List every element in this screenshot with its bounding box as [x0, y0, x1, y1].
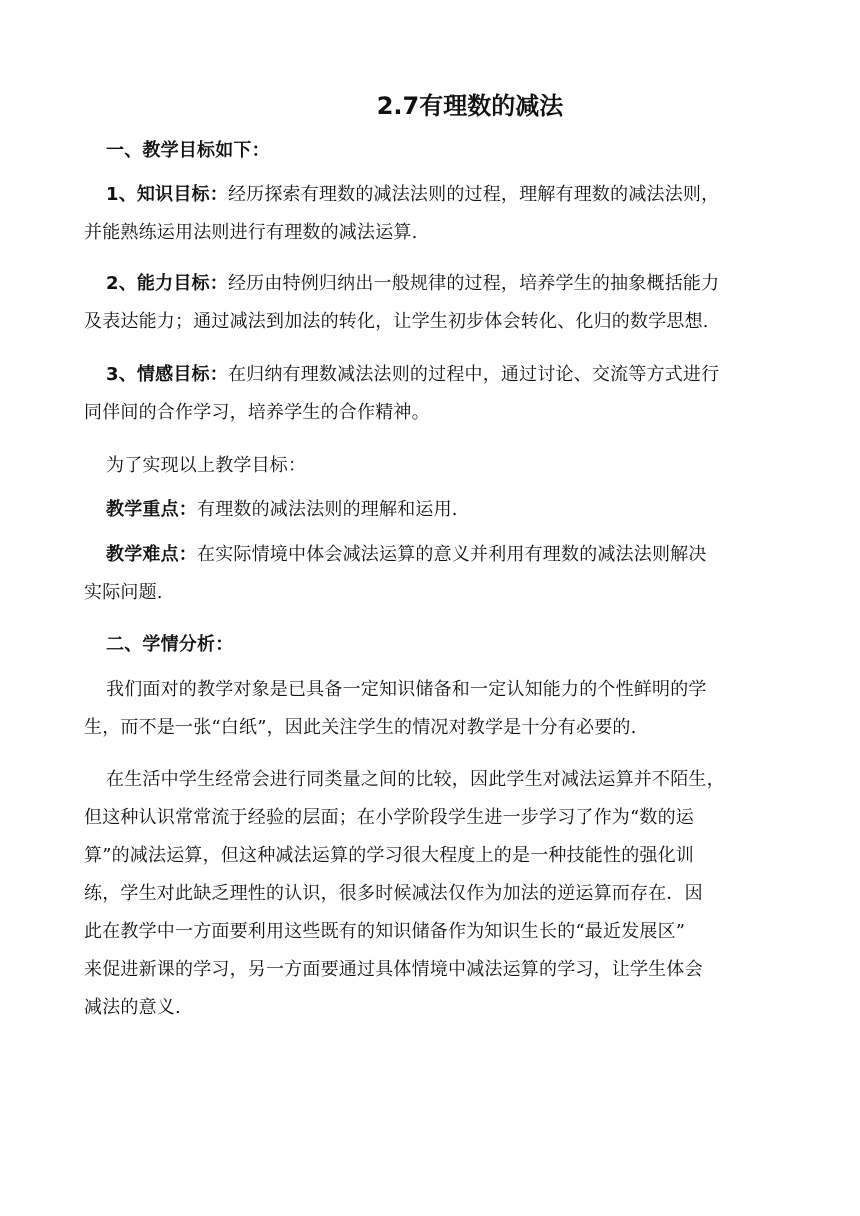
emotion-goal-paragraph — [84, 356, 778, 432]
ability-goal-text-2: 及表达能力；通过减法到加法的转化，让学生初步体会转化、化归的数学思想. — [84, 311, 709, 332]
key-point-paragraph — [84, 491, 778, 529]
analysis-p2-line-7: 减法的意义. — [84, 997, 181, 1018]
analysis-p2-line-5: 此在教学中一方面要利用这些既有的知识储备作为知识生长的“最近发展区” — [84, 921, 686, 942]
analysis-p1-line-2: 生，而不是一张“白纸”，因此关注学生的情况对教学是十分有必要的. — [84, 717, 637, 738]
key-point-text: 有理数的减法法则的理解和运用. — [197, 499, 458, 520]
analysis-paragraph-1 — [84, 671, 778, 747]
knowledge-goal-text-2: 并能熟练运用法则进行有理数的减法运算. — [84, 222, 418, 243]
key-point-label: 教学重点： — [106, 499, 197, 520]
analysis-p2-line-1: 在生活中学生经常会进行同类量之间的比较，因此学生对减法运算并不陌生， — [106, 769, 725, 790]
section-heading-analysis: 二、学情分析： — [106, 634, 234, 655]
ability-goal-paragraph — [84, 265, 778, 341]
analysis-p2-line-4: 练，学生对此缺乏理性的认识，很多时候减法仅作为加法的逆运算而存在．因 — [84, 883, 703, 904]
knowledge-goal-paragraph — [84, 176, 778, 252]
ability-goal-label: 2、能力目标： — [106, 273, 228, 294]
knowledge-goal-text-1: 经历探索有理数的减法法则的过程，理解有理数的减法法则， — [227, 184, 720, 205]
analysis-p2-line-6: 来促进新课的学习，另一方面要通过具体情境中减法运算的学习，让学生体会 — [84, 959, 703, 980]
section-heading-objectives: 一、教学目标如下： — [106, 140, 270, 161]
difficulty-text-1: 在实际情境中体会减法运算的意义并利用有理数的减法法则解决 — [197, 544, 707, 565]
knowledge-goal-label: 1、知识目标： — [106, 184, 228, 205]
objectives-intro: 为了实现以上教学目标： — [106, 455, 307, 476]
analysis-p1-line-1: 我们面对的教学对象是已具备一定知识储备和一定认知能力的个性鲜明的学 — [106, 679, 707, 700]
ability-goal-text-1: 经历由特例归纳出一般规律的过程，培养学生的抽象概括能力 — [227, 273, 720, 294]
difficulty-text-2: 实际问题. — [84, 582, 163, 603]
difficulty-paragraph — [84, 536, 778, 612]
analysis-p2-line-2: 但这种认识常常流于经验的层面；在小学阶段学生进一步学习了作为“数的运 — [84, 807, 694, 828]
emotion-goal-label: 3、情感目标： — [106, 364, 228, 385]
analysis-p2-line-3: 算”的减法运算，但这种减法运算的学习很大程度上的是一种技能性的强化训 — [84, 845, 694, 866]
analysis-paragraph-2 — [84, 761, 778, 1027]
document-title: 2.7有理数的减法 — [376, 92, 564, 120]
emotion-goal-text-1: 在归纳有理数减法法则的过程中，通过讨论、交流等方式进行 — [227, 364, 720, 385]
difficulty-label: 教学难点： — [106, 544, 197, 565]
emotion-goal-text-2: 同伴间的合作学习，培养学生的合作精神。 — [84, 402, 430, 423]
